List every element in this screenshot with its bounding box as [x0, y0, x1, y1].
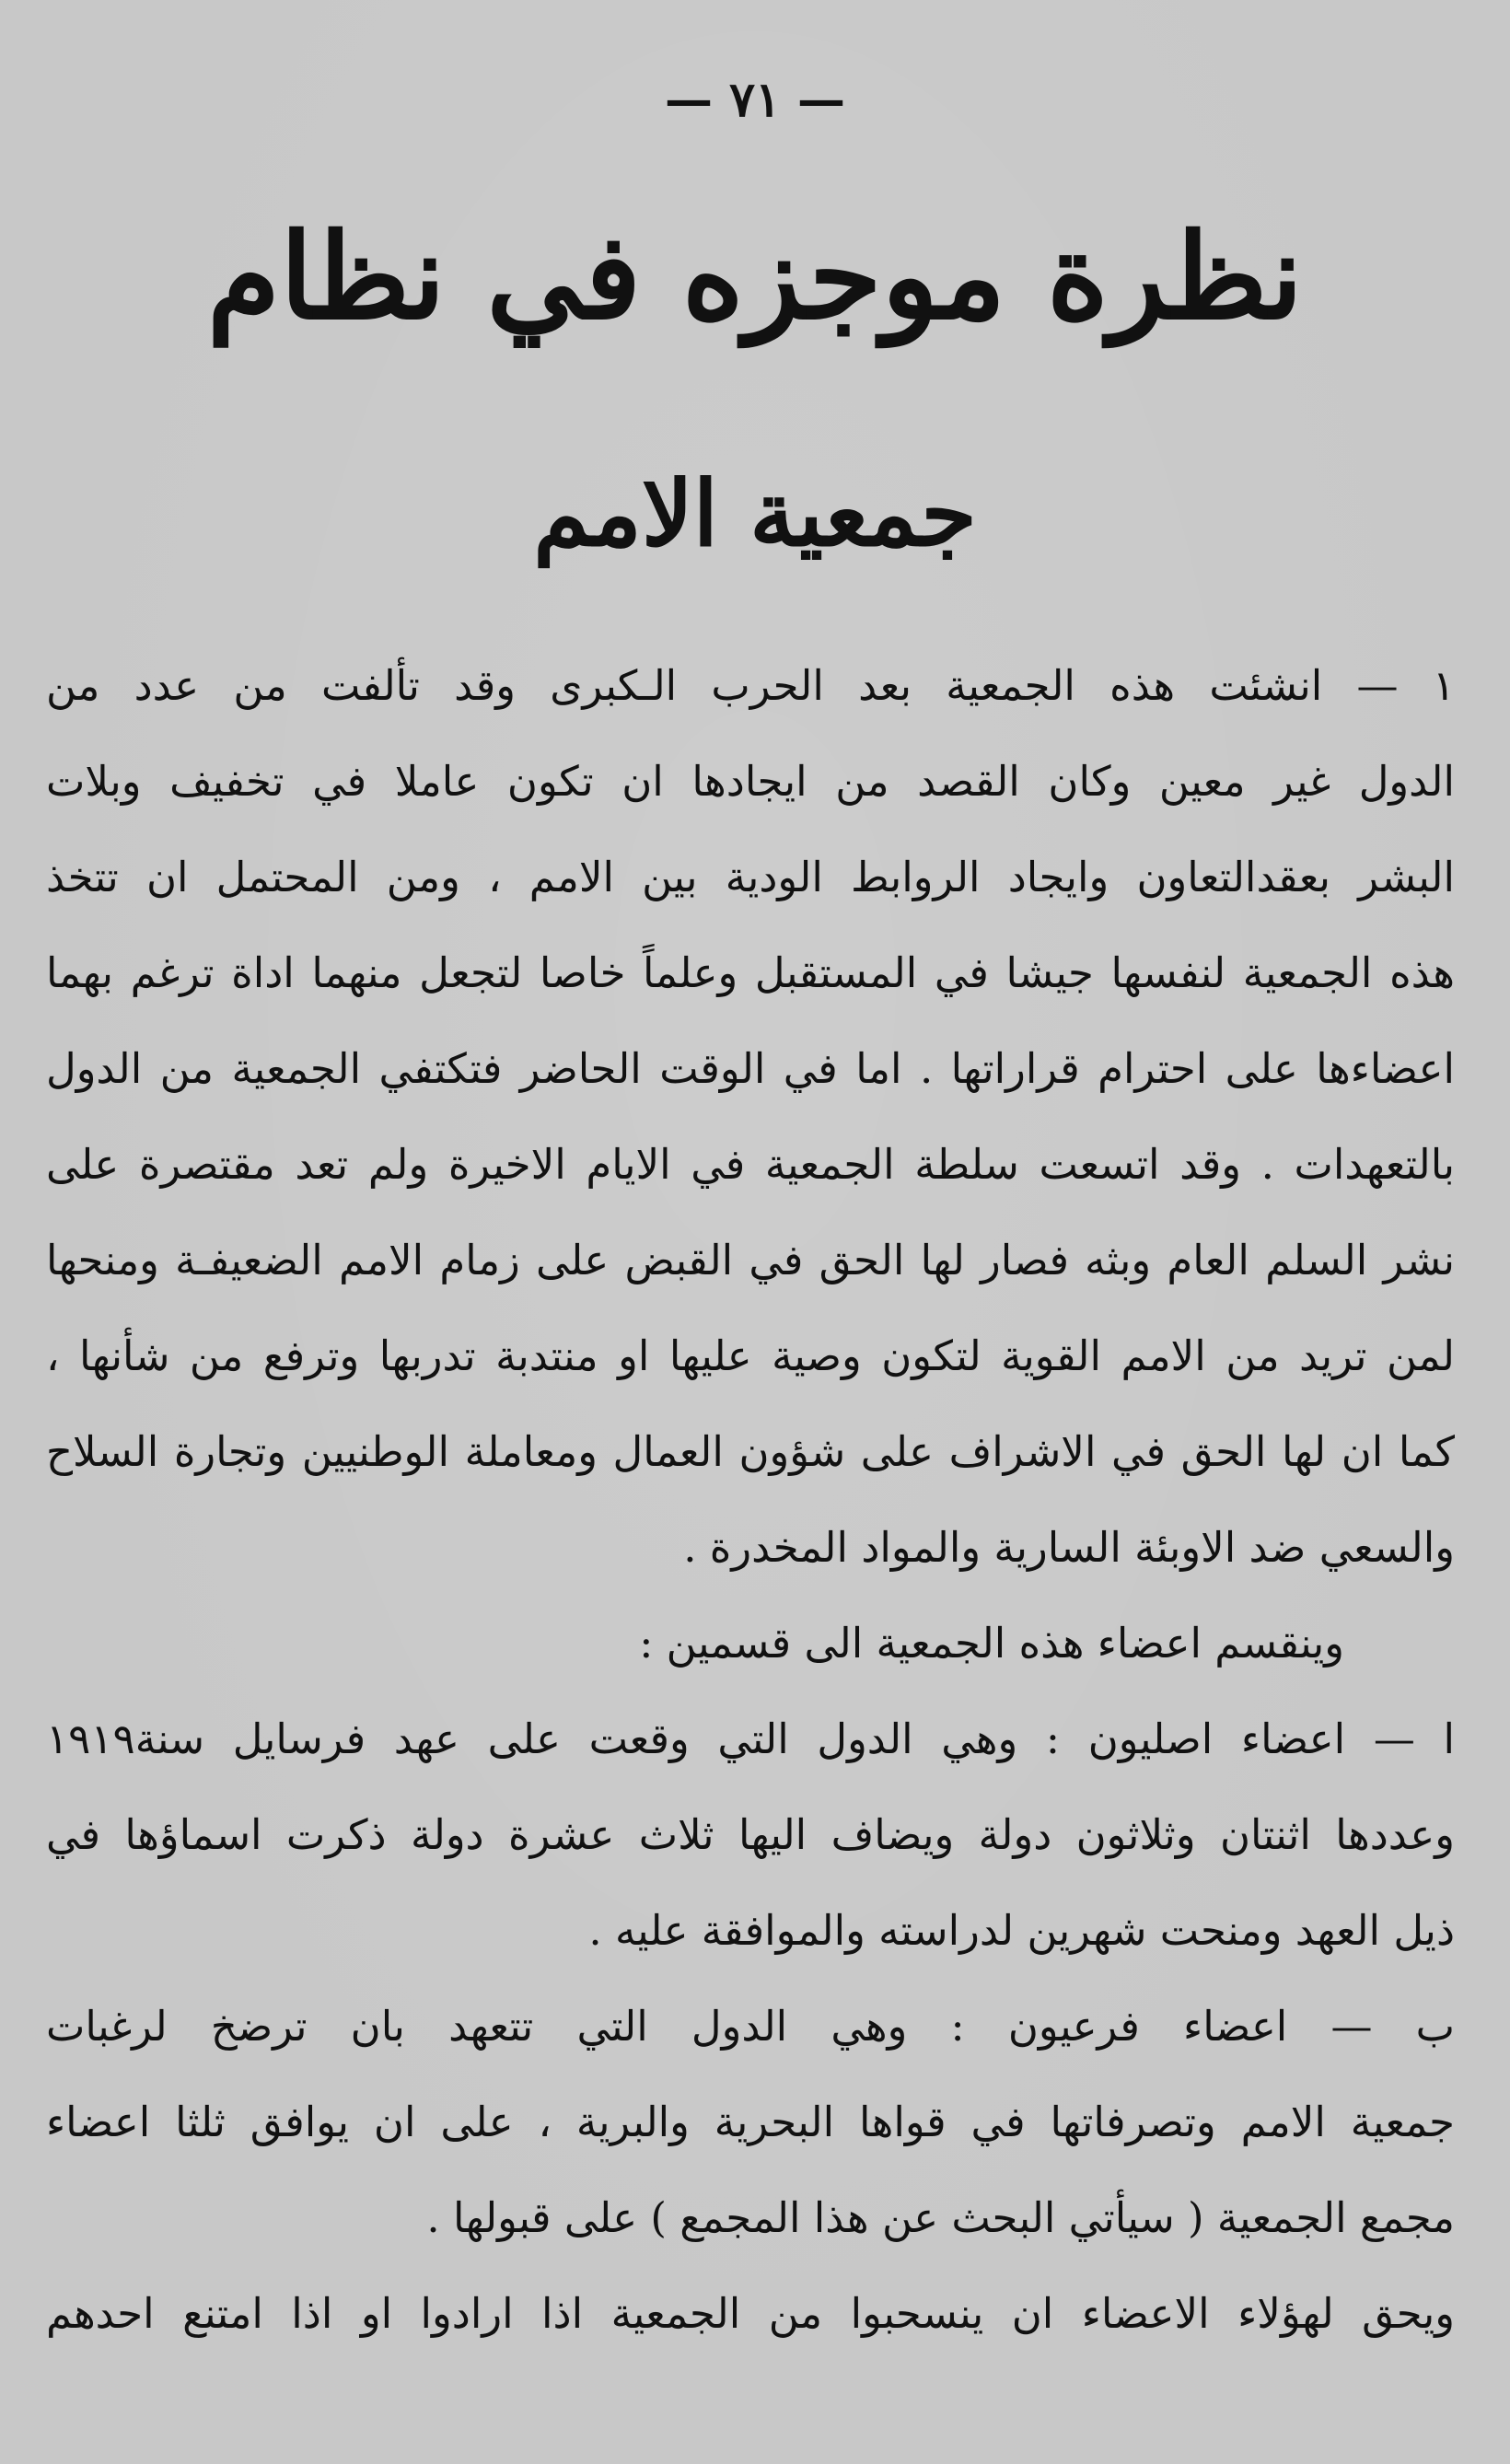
text-line: ويحق لهؤلاء الاعضاء ان ينسحبوا من الجمعية اذا ارادوا او اذا امتنع احدهم	[46, 2289, 1455, 2338]
text-line: ب — اعضاء فرعيون : وهي الدول التي تتعهد بان ترضخ لرغبات	[46, 2002, 1455, 2051]
text-line: مجمع الجمعية ( سيأتي البحث عن هذا المجمع ) على قبولها .	[426, 2193, 1455, 2242]
text-line: البشر بعقدالتعاون وايجاد الروابط الودية بين الامم ، ومن المحتمل ان تتخذ	[46, 853, 1455, 901]
text-line: هذه الجمعية لنفسها جيشا في المستقبل وعلماً خاصا لتجعل منهما اداة ترغم بهما	[46, 948, 1455, 997]
page-subtitle: جمعية الامم	[533, 461, 977, 567]
body-text	[46, 645, 1455, 2368]
text-line: ا — اعضاء اصليون : وهي الدول التي وقعت على عهد فرسايل سنة١٩١٩	[46, 1714, 1455, 1763]
text-line: لمن تريد من الامم القوية لتكون وصية عليها او منتدبة تدربها وترفع من شأنها ،	[46, 1331, 1455, 1380]
text-line: وينقسم اعضاء هذه الجمعية الى قسمين :	[639, 1619, 1344, 1668]
text-line: ١ — انشئت هذه الجمعية بعد الحرب الـكبرى وقد تألفت من عدد من	[46, 661, 1455, 710]
text-line: وعددها اثنتان وثلاثون دولة ويضاف اليها ثلاث عشرة دولة ذكرت اسماؤها في	[46, 1810, 1455, 1859]
page-title: نظرة موجزه في نظام	[206, 208, 1304, 346]
text-line: كما ان لها الحق في الاشراف على شؤون العمال ومعاملة الوطنيين وتجارة السلاح	[46, 1427, 1455, 1476]
text-line: ذيل العهد ومنحت شهرين لدراسته والموافقة عليه .	[588, 1906, 1455, 1955]
text-line: جمعية الامم وتصرفاتها في قواها البحرية والبرية ، على ان يوافق ثلثا اعضاء	[46, 2098, 1455, 2146]
text-line: بالتعهدات . وقد اتسعت سلطة الجمعية في الايام الاخيرة ولم تعد مقتصرة على	[46, 1140, 1455, 1189]
text-line: اعضاءها على احترام قراراتها . اما في الوقت الحاضر فتكتفي الجمعية من الدول	[46, 1044, 1455, 1093]
text-line: نشر السلم العام وبثه فصار لها الحق في القبض على زمام الامم الضعيفـة ومنحها	[46, 1236, 1455, 1284]
page-number: — ٧١ —	[664, 72, 846, 128]
text-line: والسعي ضد الاوبئة السارية والمواد المخدرة .	[683, 1523, 1455, 1572]
text-line: الدول غير معين وكان القصد من ايجادها ان تكون عاملا في تخفيف وبلات	[46, 757, 1455, 806]
